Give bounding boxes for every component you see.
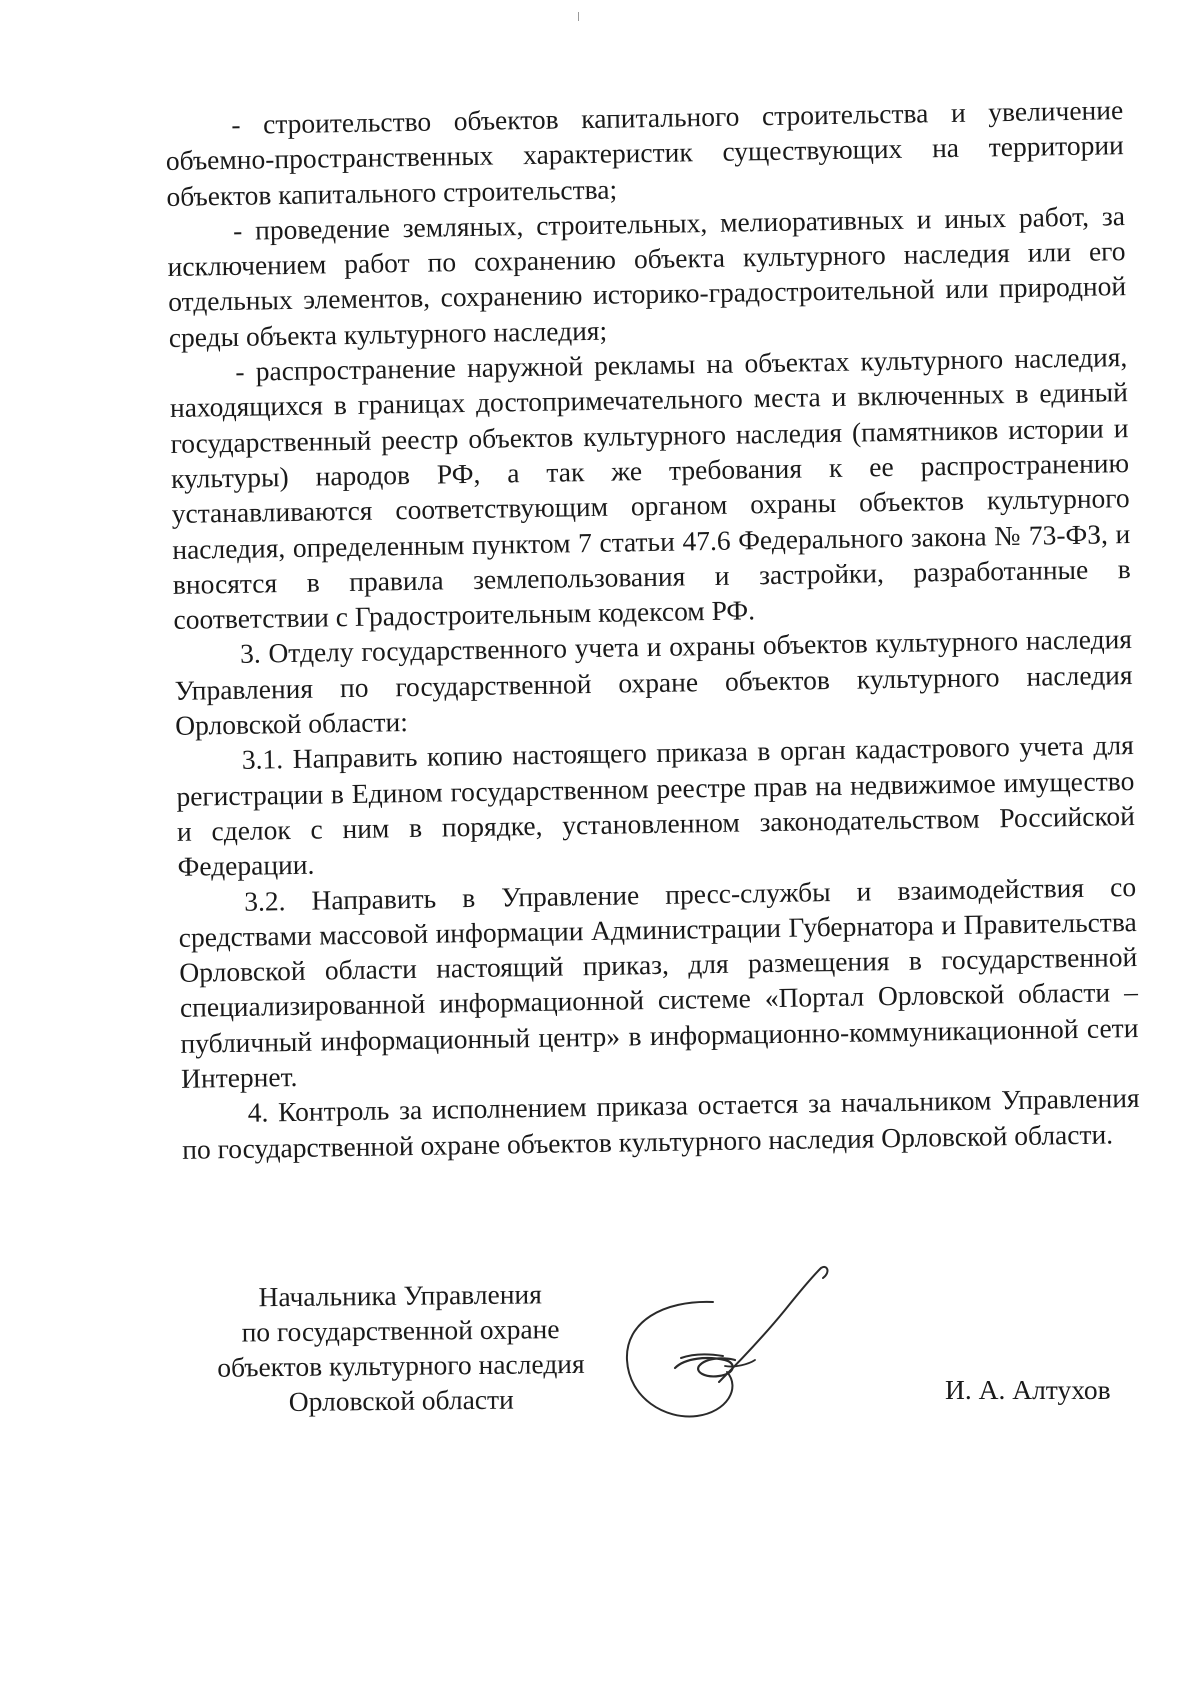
signatory-name: И. А. Алтухов bbox=[945, 1374, 1111, 1405]
signatory-title-line: объектов культурного наследия bbox=[217, 1347, 585, 1383]
signatory-title-line: по государственной охране bbox=[241, 1313, 560, 1348]
document-body bbox=[165, 92, 1140, 1167]
paragraph-clause-3: 3. Отделу государственного учета и охраны объектов культурного наследия Управления по государственной охране объектов культурного наследия Орловской области: bbox=[174, 623, 1133, 741]
paragraph-clause-3-2: 3.2. Направить в Управление пресс-службы и взаимодействия со средствами массовой информации Администрации Губернатора и Правительства Орловской области настоящий приказ, для размещения в государственной специализированной информационной системе «Портал Орловской области – публичный информационный центр» в информационно-коммуникационной сети Интернет. bbox=[178, 870, 1139, 1094]
signatory-title bbox=[190, 1276, 611, 1420]
paragraph-earthworks-restriction: - проведение земляных, строительных, мелиоративных и иных работ, за исключением работ по сохранению объекта культурного наследия или его отдельных элементов, сохранению историко-градостроительной или природной среды объекта культурного наследия; bbox=[167, 199, 1127, 353]
paragraph-construction-restriction: - строительство объектов капитального строительства и увеличение объемно-пространственных характеристик существующих на территории объектов капитального строительства; bbox=[165, 94, 1125, 212]
paragraph-advertising-restriction: - распространение наружной рекламы на объектах культурного наследия, находящихся в границах достопримечательного места и включенных в единый государственный реестр объектов культурного наследия (памятников истории и культуры) народов РФ, а так же требования к ее распространению устанавливаются соответствующим органом охраны объектов культурного наследия, определенным пунктом 7 статьи 47.6 Федерального закона № 73-ФЗ, и вносятся в правила землепользования и застройки, разработанные в соответствии с Градостроительным кодексом РФ. bbox=[169, 341, 1132, 636]
handwritten-signature bbox=[615, 1260, 905, 1430]
signatory-title-line: Орловской области bbox=[288, 1383, 514, 1417]
paragraph-clause-4: 4. Контроль за исполнением приказа остается за начальником Управления по государственной охране объектов культурного наследия Орловской области. bbox=[182, 1082, 1140, 1165]
paragraph-clause-3-1: 3.1. Направить копию настоящего приказа в орган кадастрового учета для регистрации в Едином государственном реестре прав на недвижимое имущество и сделок с ним в порядке, установленном законодательством Российской Федерации. bbox=[176, 729, 1136, 883]
signatory-title-line: Начальника Управления bbox=[258, 1278, 542, 1313]
scan-artifact bbox=[578, 12, 579, 21]
